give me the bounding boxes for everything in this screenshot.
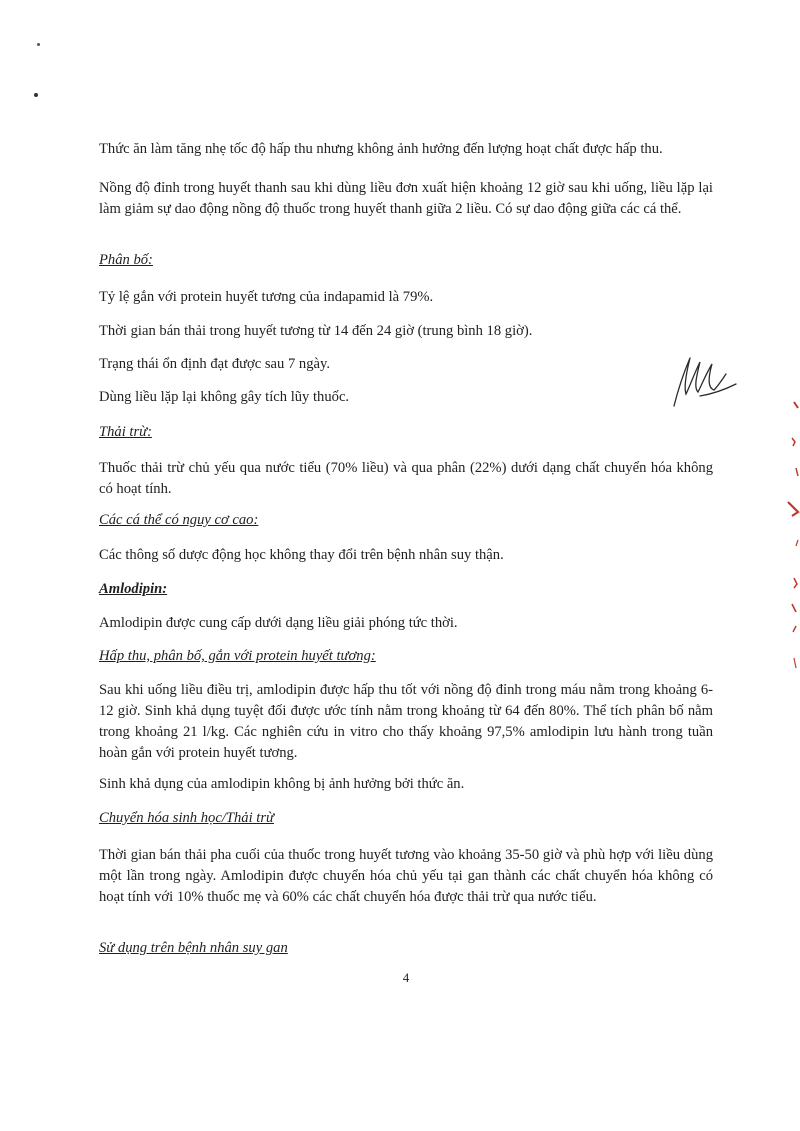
paragraph-immediate-release: Amlodipin được cung cấp dưới dạng liều giải phóng tức thời. xyxy=(99,615,458,631)
scan-speck xyxy=(34,93,38,97)
paragraph-elimination: Thuốc thải trừ chủ yếu qua nước tiểu (70% liều) và qua phân (22%) dưới dạng chất chuyển hóa không có hoạt tính. xyxy=(99,460,713,497)
paragraph-bioavailability: Sau khi uống liều điều trị, amlodipin được hấp thu tốt với nồng độ đỉnh trong máu nằm trong khoảng 6-12 giờ. Sinh khả dụng tuyệt đối được ước tính nằm trong khoảng từ 64 đến 80%. Thể tích phân bố nằm trong khoảng 21 l/kg. Các nghiên cứu in vitro cho thấy khoảng 97,5% amlodipin lưu hành trong tuần hoàn gắn với protein huyết tương. xyxy=(99,682,713,761)
edge-stamp-marks xyxy=(778,390,800,690)
paragraph-renal-failure: Các thông số dược động học không thay đổi trên bệnh nhân suy thận. xyxy=(99,547,504,563)
paragraph-food-effect: Sinh khả dụng của amlodipin không bị ảnh hưởng bởi thức ăn. xyxy=(99,776,465,792)
heading-metabolism: Chuyển hóa sinh học/Thải trừ xyxy=(99,810,274,826)
paragraph-no-accumulation: Dùng liều lặp lại không gây tích lũy thuốc. xyxy=(99,389,350,405)
handwritten-signature xyxy=(660,352,750,412)
page-number: 4 xyxy=(402,970,410,985)
heading-hepatic-impairment: Sử dụng trên bệnh nhân suy gan xyxy=(99,940,288,956)
paragraph-food-absorption: Thức ăn làm tăng nhẹ tốc độ hấp thu nhưng không ảnh hưởng đến lượng hoạt chất được hấp thu. xyxy=(99,141,663,157)
paragraph-peak-concentration: Nồng độ đỉnh trong huyết thanh sau khi dùng liều đơn xuất hiện khoảng 12 giờ sau khi uống, liều lặp lại làm giảm sự dao động nồng độ thuốc trong huyết thanh giữa 2 liều. Có sự dao động giữa các cá thể. xyxy=(99,180,713,217)
scan-speck xyxy=(37,43,40,46)
heading-elimination: Thải trừ: xyxy=(99,424,152,440)
heading-amlodipin: Amlodipin: xyxy=(99,581,168,597)
heading-high-risk: Các cá thể có nguy cơ cao: xyxy=(99,512,259,528)
paragraph-protein-binding: Tỷ lệ gắn với protein huyết tương của indapamid là 79%. xyxy=(99,289,434,305)
paragraph-steady-state: Trạng thái ổn định đạt được sau 7 ngày. xyxy=(99,356,330,372)
heading-absorption-distribution: Hấp thu, phân bố, gắn với protein huyết tương: xyxy=(99,648,376,664)
paragraph-half-life: Thời gian bán thải trong huyết tương từ 14 đến 24 giờ (trung bình 18 giờ). xyxy=(99,323,533,339)
heading-distribution: Phân bố: xyxy=(99,252,153,268)
paragraph-terminal-half-life: Thời gian bán thải pha cuối của thuốc trong huyết tương vào khoảng 35-50 giờ và phù hợp với liều dùng một lần trong ngày. Amlodipin được chuyển hóa chủ yếu tại gan thành các chất chuyển hóa không có hoạt tính với 10% thuốc mẹ và 60% các chất chuyển hóa được thải trừ qua nước tiểu. xyxy=(99,847,713,905)
